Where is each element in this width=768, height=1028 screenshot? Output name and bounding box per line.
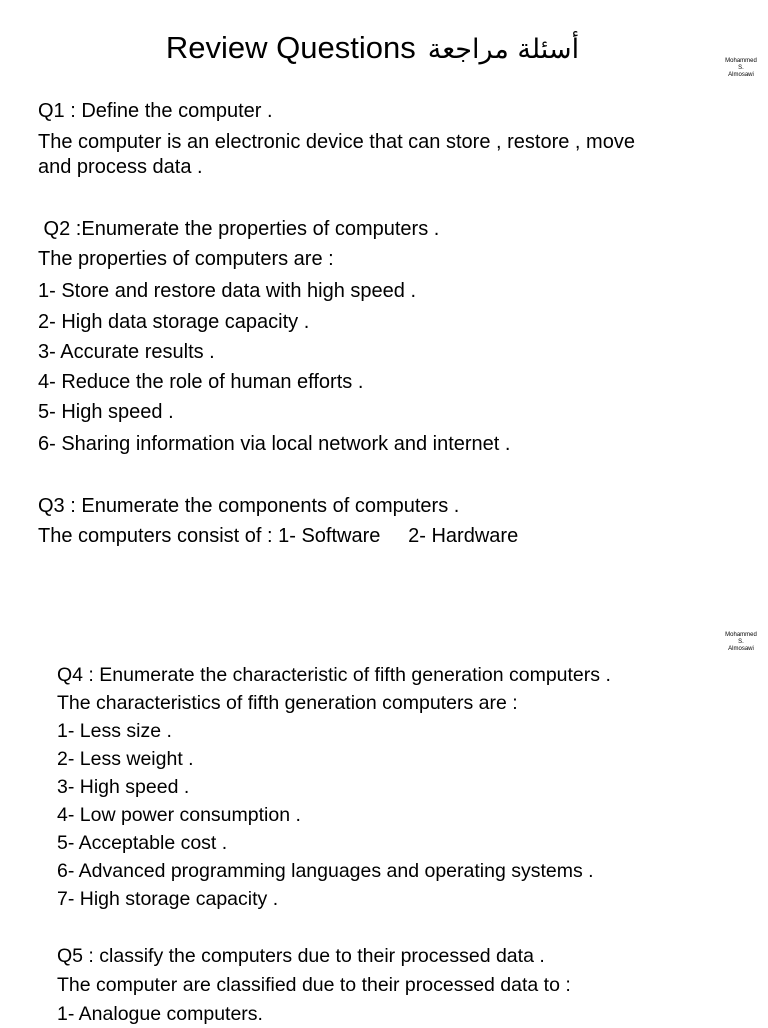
q1-question: Q1 : Define the computer . <box>38 100 273 122</box>
author-last-name: Almosawi <box>728 72 754 78</box>
author-first-name: Mohammed <box>725 58 757 64</box>
q2-list-item: 1- Store and restore data with high speed . <box>38 280 417 302</box>
slide-title <box>0 30 745 66</box>
q4-list-item: 1- Less size . <box>57 720 172 742</box>
q1-answer-line-2: and process data . <box>38 156 203 178</box>
q4-intro: The characteristics of fifth generation computers are : <box>57 692 518 714</box>
q4-list-item: 7- High storage capacity . <box>57 888 279 910</box>
q5-question: Q5 : classify the computers due to their processed data . <box>57 945 545 967</box>
q2-question: Q2 :Enumerate the properties of computers . <box>38 218 440 240</box>
author-credit <box>711 58 768 79</box>
q2-list-item: 3- Accurate results . <box>38 341 215 363</box>
author-initial: S. <box>738 639 744 645</box>
slide-2 <box>0 610 768 1024</box>
title-english: Review Questions <box>165 30 416 65</box>
author-credit <box>711 632 768 653</box>
author-initial: S. <box>738 65 744 71</box>
q3-question: Q3 : Enumerate the components of computers . <box>38 495 460 517</box>
q5-list-item: 1- Analogue computers. <box>57 1003 263 1025</box>
q4-list-item: 4- Low power consumption . <box>57 804 301 826</box>
author-last-name: Almosawi <box>728 646 754 652</box>
q4-list-item: 2- Less weight . <box>57 748 194 770</box>
q4-question: Q4 : Enumerate the characteristic of fifth generation computers . <box>57 664 611 686</box>
q2-list-item: 2- High data storage capacity . <box>38 311 310 333</box>
q5-intro: The computer are classified due to their processed data to : <box>57 974 571 996</box>
q2-list-item: 4- Reduce the role of human efforts . <box>38 371 364 393</box>
author-first-name: Mohammed <box>725 632 757 638</box>
title-arabic: أسئلة مراجعة <box>427 34 580 65</box>
q2-list-item: 5- High speed . <box>38 401 174 423</box>
q3-answer: The computers consist of : 1- Software 2- Hardware <box>38 525 519 547</box>
q4-list-item: 5- Acceptable cost . <box>57 832 228 854</box>
q4-list-item: 3- High speed . <box>57 776 190 798</box>
q1-answer-line-1: The computer is an electronic device that can store , restore , move <box>38 131 635 153</box>
q2-intro: The properties of computers are : <box>38 248 334 270</box>
q2-list-item: 6- Sharing information via local network and internet . <box>38 433 511 455</box>
q4-list-item: 6- Advanced programming languages and operating systems . <box>57 860 594 882</box>
